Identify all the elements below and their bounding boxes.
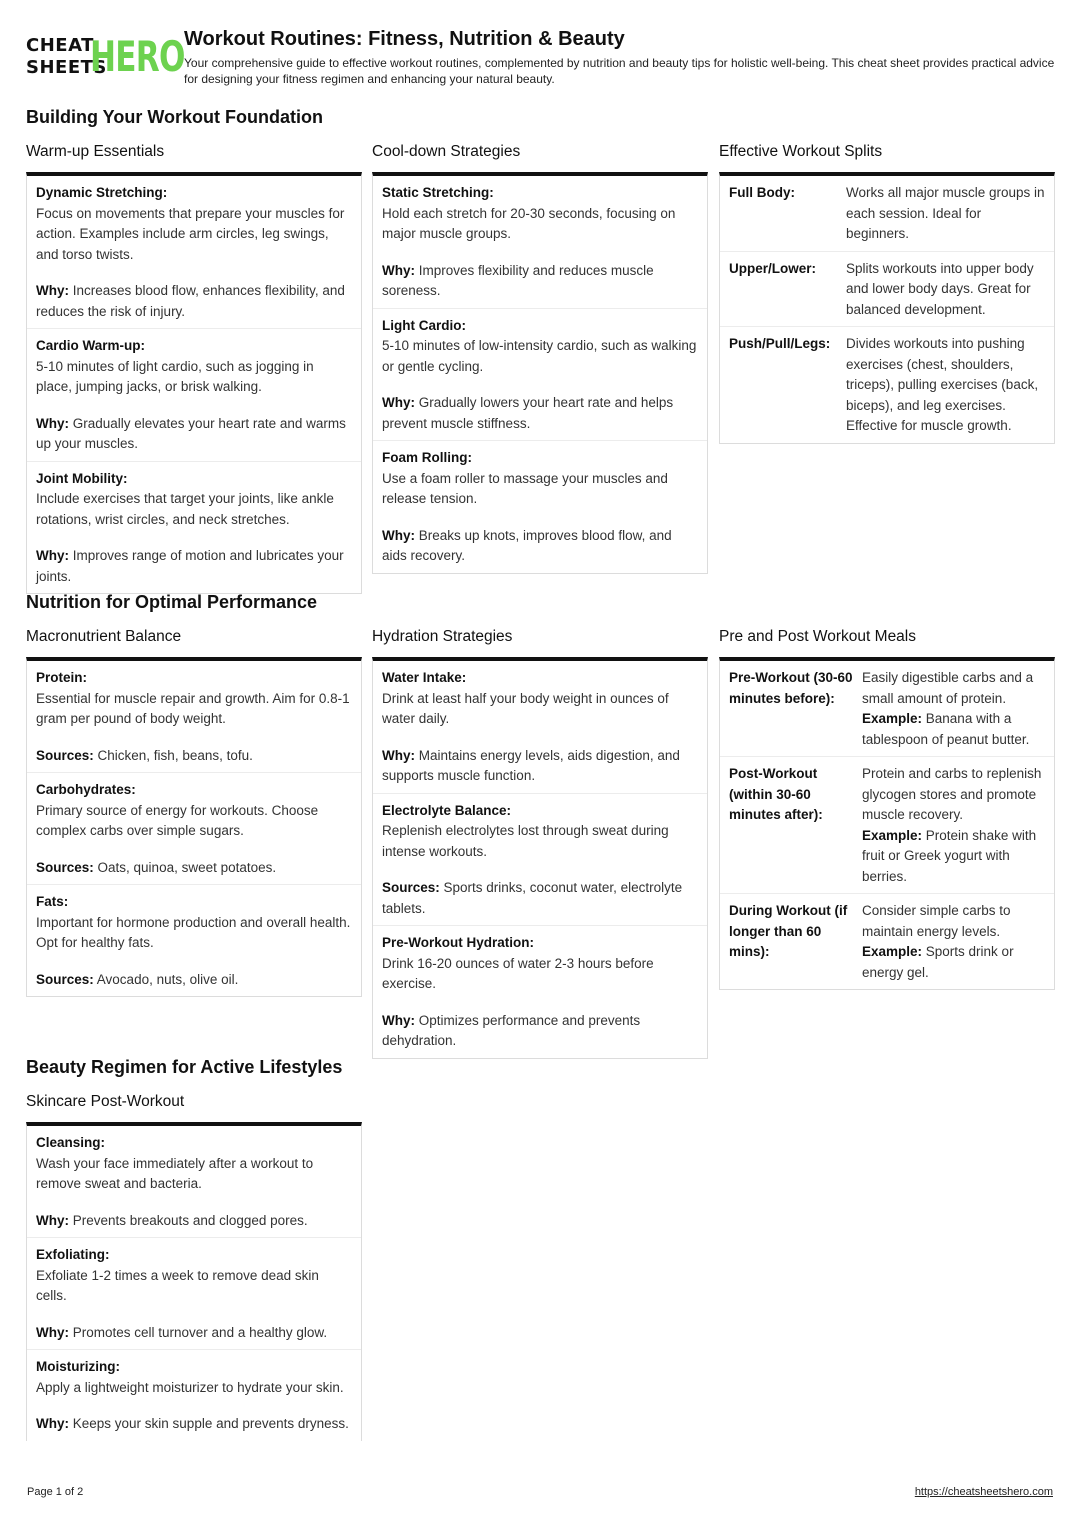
meal-description: Easily digestible carbs and a small amount of protein. xyxy=(862,670,1034,706)
item-label: Exfoliating: xyxy=(36,1247,110,1262)
item-label: Pre-Workout Hydration: xyxy=(382,935,535,950)
page-title: Workout Routines: Fitness, Nutrition & Beauty xyxy=(184,28,625,50)
item-label: Foam Rolling: xyxy=(382,450,472,465)
item-sources xyxy=(36,746,352,767)
table-row xyxy=(720,894,1054,989)
row-key: During Workout (if longer than 60 mins): xyxy=(729,903,848,959)
item-label: Dynamic Stretching: xyxy=(36,185,168,200)
list-item xyxy=(373,441,707,573)
list-item xyxy=(373,794,707,927)
list-item xyxy=(27,885,361,996)
row-value xyxy=(862,901,1045,983)
why-label: Why: xyxy=(36,548,69,563)
sources-label: Sources: xyxy=(36,747,94,763)
sources-text: Oats, quinoa, sweet potatoes. xyxy=(93,859,277,875)
item-description: Primary source of energy for workouts. Choose complex carbs over simple sugars. xyxy=(36,802,319,838)
item-description: Replenish electrolytes lost through sweat during intense workouts. xyxy=(382,823,669,859)
sources-label: Sources: xyxy=(36,859,94,875)
item-description: Include exercises that target your joints, like ankle rotations, wrist circles, and neck stretches. xyxy=(36,491,334,527)
item-description: Essential for muscle repair and growth. Aim for 0.8-1 gram per pound of body weight. xyxy=(36,690,350,726)
item-sources xyxy=(36,858,352,879)
list-item xyxy=(27,773,361,885)
meal-description: Protein and carbs to replenish glycogen stores and promote muscle recovery. xyxy=(862,766,1042,822)
item-description: 5-10 minutes of low-intensity cardio, such as walking or gentle cycling. xyxy=(382,338,697,374)
item-label: Moisturizing: xyxy=(36,1359,120,1374)
item-description: Apply a lightweight moisturizer to hydrate your skin. xyxy=(36,1379,344,1395)
table-row xyxy=(720,757,1054,894)
why-text: Keeps your skin supple and prevents dryness. xyxy=(69,1416,349,1431)
item-label: Cleansing: xyxy=(36,1135,106,1150)
section-title-nutrition: Nutrition for Optimal Performance xyxy=(26,592,318,612)
site-link[interactable]: https://cheatsheetshero.com xyxy=(914,1486,1053,1498)
list-item xyxy=(373,309,707,442)
item-label: Cardio Warm-up: xyxy=(36,338,145,353)
card-macros xyxy=(26,657,362,997)
item-description: Exfoliate 1-2 times a week to remove dead skin cells. xyxy=(36,1267,319,1303)
table-row xyxy=(720,176,1054,252)
cheatsheetshero-logo[interactable] xyxy=(26,32,185,81)
item-label: Fats: xyxy=(36,894,69,909)
item-label: Light Cardio: xyxy=(382,317,466,333)
item-why xyxy=(36,1323,352,1344)
why-text: Optimizes performance and prevents dehydration. xyxy=(382,1012,641,1048)
item-why xyxy=(382,746,698,787)
item-why xyxy=(382,1011,698,1052)
row-key: Post-Workout (within 30-60 minutes after): xyxy=(729,766,823,822)
item-label: Water Intake: xyxy=(382,670,467,685)
item-label: Electrolyte Balance: xyxy=(382,802,512,818)
item-why xyxy=(36,1414,352,1435)
item-description: Drink 16-20 ounces of water 2-3 hours before exercise. xyxy=(382,955,654,991)
example-label: Example: xyxy=(862,711,923,726)
list-item xyxy=(27,329,361,462)
why-text: Increases blood flow, enhances flexibility, and reduces the risk of injury. xyxy=(36,283,345,319)
table-row xyxy=(720,327,1054,443)
example-label: Example: xyxy=(862,827,923,843)
why-label: Why: xyxy=(36,415,69,431)
row-value xyxy=(862,668,1045,750)
sources-text: Chicken, fish, beans, tofu. xyxy=(93,747,253,763)
why-text: Prevents breakouts and clogged pores. xyxy=(69,1212,308,1228)
page-subtitle: Your comprehensive guide to effective workout routines, complemented by nutrition and beauty tips for holistic well-being. This cheat sheet provides practical advice for designing your fitness regimen and enhancing your natural beauty. xyxy=(184,56,1055,86)
item-description: Focus on movements that prepare your muscles for action. Examples include arm circles, leg swings, and torso twists. xyxy=(36,205,345,262)
item-why xyxy=(382,526,698,567)
item-why xyxy=(36,281,352,322)
item-label: Protein: xyxy=(36,670,88,685)
list-item xyxy=(27,176,361,329)
sources-text: Sports drinks, coconut water, electrolyte tablets. xyxy=(382,880,683,916)
card-title-skincare: Skincare Post-Workout xyxy=(26,1093,185,1110)
why-text: Improves range of motion and lubricates your joints. xyxy=(36,548,344,584)
item-why xyxy=(36,546,352,587)
item-sources xyxy=(382,878,698,919)
item-label: Carbohydrates: xyxy=(36,782,136,797)
example-text: Banana with a tablespoon of peanut butter. xyxy=(862,711,1030,747)
why-label: Why: xyxy=(36,283,69,298)
why-text: Gradually lowers your heart rate and helps prevent muscle stiffness. xyxy=(382,395,674,431)
logo-text-cheat: CHEAT xyxy=(26,35,94,56)
example-label: Example: xyxy=(862,944,923,959)
table-row xyxy=(720,661,1054,757)
card-title-cooldown: Cool-down Strategies xyxy=(372,143,521,160)
row-key: Push/Pull/Legs: xyxy=(729,336,831,351)
row-value: Splits workouts into upper body and lower body days. Great for balanced development. xyxy=(846,260,1034,317)
item-description: Important for hormone production and overall health. Opt for healthy fats. xyxy=(36,914,351,950)
item-why xyxy=(382,393,698,434)
why-label: Why: xyxy=(382,262,415,278)
row-value: Works all major muscle groups in each session. Ideal for beginners. xyxy=(846,185,1045,241)
item-description: Wash your face immediately after a workout to remove sweat and bacteria. xyxy=(36,1155,314,1191)
row-key: Full Body: xyxy=(729,185,795,200)
item-label: Static Stretching: xyxy=(382,185,494,200)
card-hydration xyxy=(372,657,708,1059)
why-text: Promotes cell turnover and a healthy glow. xyxy=(69,1324,328,1340)
why-text: Improves flexibility and reduces muscle soreness. xyxy=(382,262,654,298)
row-key: Upper/Lower: xyxy=(729,260,817,276)
section-title-beauty: Beauty Regimen for Active Lifestyles xyxy=(26,1057,343,1077)
why-label: Why: xyxy=(36,1324,69,1340)
card-title-warmup: Warm-up Essentials xyxy=(26,143,165,160)
card-title-splits: Effective Workout Splits xyxy=(719,143,883,160)
item-why xyxy=(382,261,698,302)
why-label: Why: xyxy=(382,747,415,763)
card-splits xyxy=(719,172,1055,444)
sources-label: Sources: xyxy=(382,880,440,895)
item-description: 5-10 minutes of light cardio, such as jogging in place, jumping jacks, or brisk walking. xyxy=(36,358,314,394)
list-item xyxy=(27,1350,361,1441)
card-title-macros: Macronutrient Balance xyxy=(26,628,182,645)
card-meals xyxy=(719,657,1055,990)
meal-description: Consider simple carbs to maintain energy levels. xyxy=(862,903,1011,939)
example-text: Sports drink or energy gel. xyxy=(862,944,1014,980)
logo-text-sheets: SHEETS xyxy=(26,57,107,78)
list-item xyxy=(27,462,361,594)
item-description: Hold each stretch for 20-30 seconds, focusing on major muscle groups. xyxy=(382,205,676,241)
card-skincare xyxy=(26,1122,362,1441)
row-value: Divides workouts into pushing exercises (chest, shoulders, triceps), pulling exercises (back, biceps), and leg exercises. Effective for muscle growth. xyxy=(846,336,1039,433)
item-sources xyxy=(36,970,352,991)
item-label: Joint Mobility: xyxy=(36,470,128,486)
list-item xyxy=(27,661,361,773)
card-title-hydration: Hydration Strategies xyxy=(372,628,513,645)
card-title-meals: Pre and Post Workout Meals xyxy=(719,628,916,645)
list-item xyxy=(27,1238,361,1350)
why-label: Why: xyxy=(382,1012,415,1028)
logo-text-hero: HERO xyxy=(90,32,185,81)
item-description: Use a foam roller to massage your muscles and release tension. xyxy=(382,470,668,506)
list-item xyxy=(373,176,707,309)
item-description: Drink at least half your body weight in ounces of water daily. xyxy=(382,690,669,726)
card-warmup xyxy=(26,172,362,594)
list-item xyxy=(373,661,707,794)
table-row xyxy=(720,252,1054,328)
page-number: Page 1 of 2 xyxy=(27,1486,84,1498)
why-label: Why: xyxy=(382,395,415,410)
item-why xyxy=(36,414,352,455)
example-text: Protein shake with fruit or Greek yogurt with berries. xyxy=(862,827,1037,884)
why-text: Maintains energy levels, aids digestion, and supports muscle function. xyxy=(382,747,680,783)
page-header xyxy=(26,28,1056,90)
sources-text: Avocado, nuts, olive oil. xyxy=(93,971,239,987)
why-text: Gradually elevates your heart rate and warms up your muscles. xyxy=(36,415,346,451)
card-cooldown xyxy=(372,172,708,574)
list-item xyxy=(373,926,707,1058)
item-why xyxy=(36,1211,352,1232)
why-text: Breaks up knots, improves blood flow, and aids recovery. xyxy=(382,527,672,563)
section-title-foundation: Building Your Workout Foundation xyxy=(26,107,323,127)
why-label: Why: xyxy=(382,527,415,543)
list-item xyxy=(27,1126,361,1238)
why-label: Why: xyxy=(36,1212,69,1228)
row-key: Pre-Workout (30-60 minutes before): xyxy=(729,670,853,706)
sources-label: Sources: xyxy=(36,971,94,987)
row-value xyxy=(862,764,1045,887)
why-label: Why: xyxy=(36,1416,69,1431)
